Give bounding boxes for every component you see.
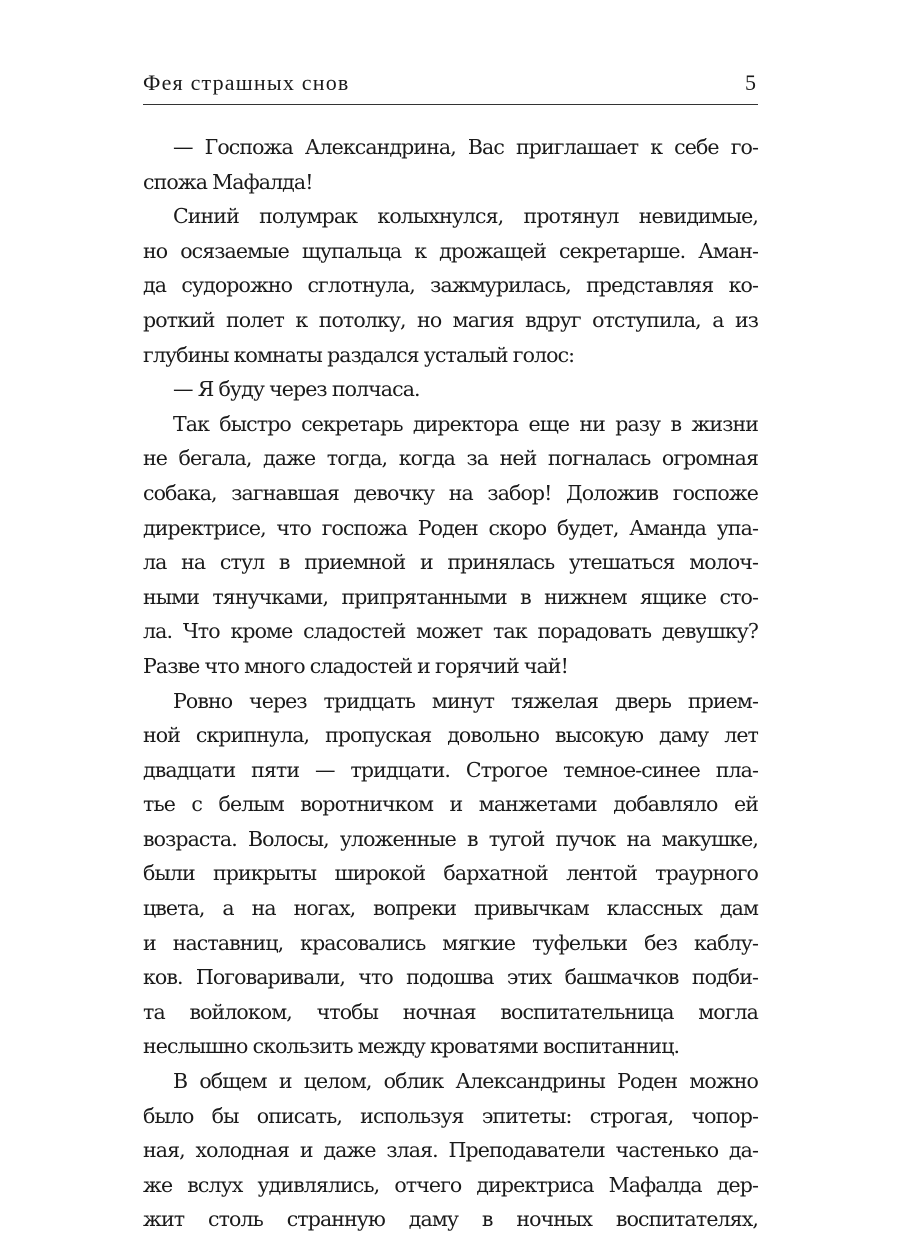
text-line: и наставниц, красовались мягкие туфельки без каблу-	[143, 930, 758, 955]
text-line: не бегала, даже тогда, когда за ней погналась огромная	[143, 446, 758, 471]
body-text	[143, 130, 758, 1237]
page-number: 5	[745, 70, 756, 95]
text-line: да судорожно сглотнула, зажмурилась, представляя ко-	[143, 273, 758, 298]
running-title: Фея страшных снов	[143, 70, 350, 95]
header-rule	[143, 104, 758, 105]
text-line: жит столь странную даму в ночных воспитателях,	[143, 1207, 758, 1232]
text-line: неслышно скользить между кроватями воспитанниц.	[143, 1034, 680, 1059]
text-line: Ровно через тридцать минут тяжелая дверь прием-	[173, 688, 758, 713]
text-line: тье с белым воротничком и манжетами добавляло ей	[143, 792, 758, 817]
text-line: ной скрипнула, пропуская довольно высокую даму лет	[143, 723, 758, 748]
text-line: были прикрыты широкой бархатной лентой траурного	[143, 861, 758, 886]
text-line: ная, холодная и даже злая. Преподаватели частенько да-	[143, 1138, 758, 1163]
text-line: было бы описать, используя эпитеты: строгая, чопор-	[143, 1103, 758, 1128]
running-head	[143, 66, 758, 100]
text-line: ными тянучками, припрятанными в нижнем ящике сто-	[143, 584, 758, 609]
text-line: ков. Поговаривали, что подошва этих башмачков подби-	[143, 965, 758, 990]
text-line: — Я буду через полчаса.	[173, 377, 420, 402]
text-line: глубины комнаты раздался усталый голос:	[143, 342, 575, 367]
text-line: В общем и целом, облик Александрины Роден можно	[173, 1069, 758, 1094]
text-line: цвета, а на ногах, вопреки привычкам классных дам	[143, 896, 758, 921]
text-line: — Госпожа Александрина, Вас приглашает к себе го-	[173, 135, 758, 159]
text-line: Синий полумрак колыхнулся, протянул невидимые,	[173, 204, 758, 229]
text-line: но осязаемые щупальца к дрожащей секретарше. Аман-	[143, 238, 758, 263]
text-line: ла. Что кроме сладостей может так порадовать девушку?	[143, 619, 758, 644]
text-line: та войлоком, чтобы ночная воспитательница могла	[143, 999, 758, 1024]
text-line: спожа Мафалда!	[143, 169, 313, 194]
text-line: собака, загнавшая девочку на забор! Доложив госпоже	[143, 480, 758, 505]
text-line: же вслух удивлялись, отчего директриса Мафалда дер-	[143, 1172, 758, 1197]
text-line: Разве что много сладостей и горячий чай!	[143, 653, 568, 678]
text-line: двадцати пяти — тридцати. Строгое темное-синее пла-	[143, 757, 758, 782]
text-line: ла на стул в приемной и принялась утешаться молоч-	[143, 550, 758, 575]
text-line: возраста. Волосы, уложенные в тугой пучок на макушке,	[143, 826, 758, 851]
text-line: Так быстро секретарь директора еще ни разу в жизни	[173, 411, 758, 436]
text-line: директрисе, что госпожа Роден скоро будет, Аманда упа-	[143, 515, 758, 540]
text-line: роткий полет к потолку, но магия вдруг отступила, а из	[143, 307, 758, 332]
